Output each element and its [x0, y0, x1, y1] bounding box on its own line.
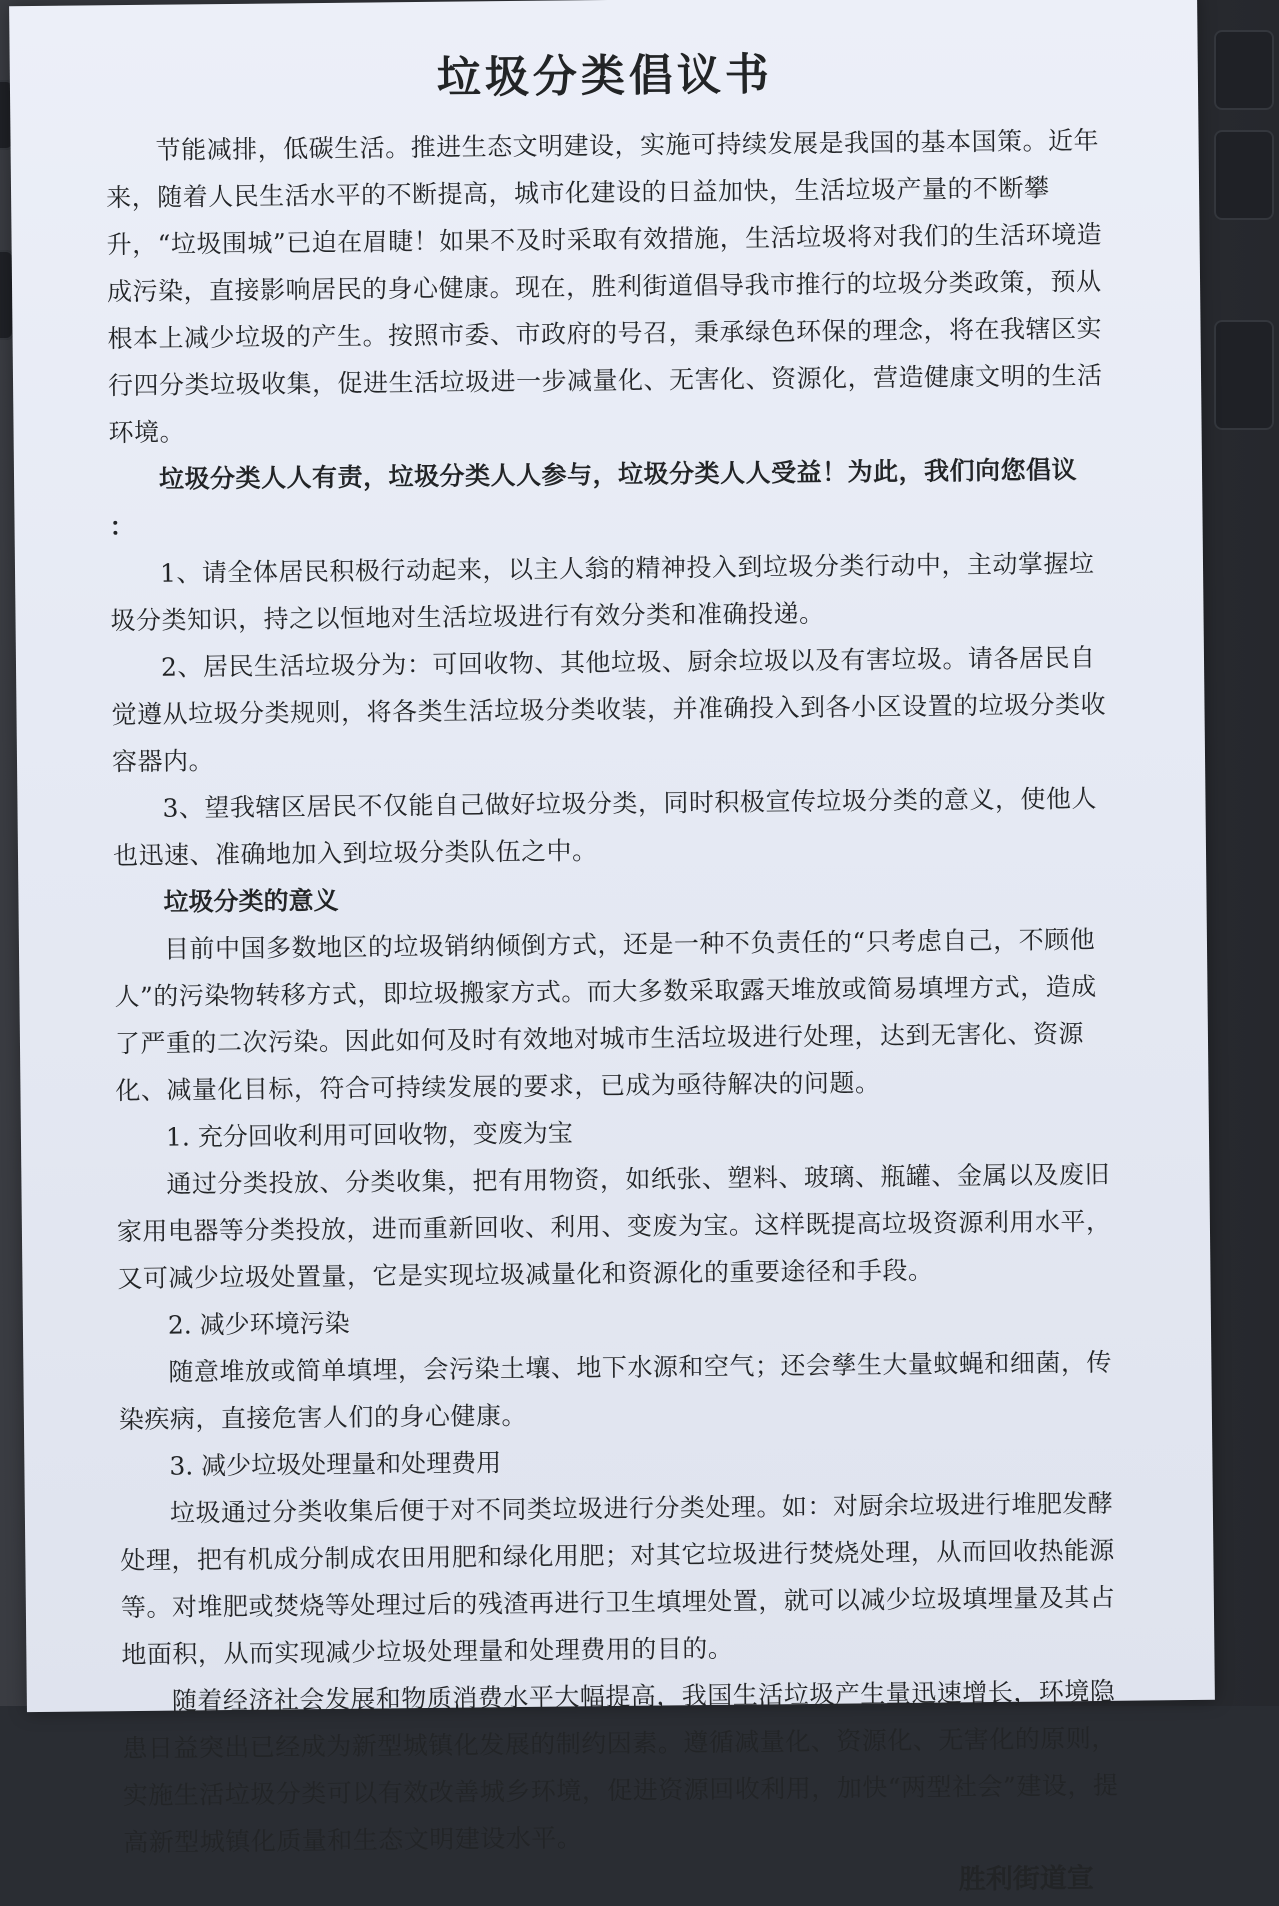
paper-sheet — [9, 0, 1215, 1896]
intro-paragraph: 节能减排，低碳生活。推进生态文明建设，实施可持续发展是我国的基本国策。近年来，随着人民生活水平的不断提高，城市化建设的日益加快，生活垃圾产量的不断攀升，“垃圾围城”已迫在眉睫！如果不及时采取有效措施，生活垃圾将对我们的生活环境造成污染，直接影响居民的身心健康。现在，胜利街道倡导我市推行的垃圾分类政策，预从根本上减少垃圾的产生。按照市委、市政府的号召，秉承绿色环保的理念，将在我辖区实行四分类垃圾收集，促进生活垃圾进一步减量化、无害化、资源化，营造健康文明的生活环境。 — [105, 125, 1103, 448]
significance-intro: 目前中国多数地区的垃圾销纳倾倒方式，还是一种不负责任的“只考虑自己，不顾他人”的污染物转移方式，即垃圾搬家方式。而大多数采取露天堆放或简易填埋方式，造成了严重的二次污染。因此如何及时有效地对城市生活垃圾进行处理，达到无害化、资源化、减量化目标，符合可持续发展的要求，已成为亟待解决的问题。 — [114, 924, 1097, 1106]
signature: 胜利街道宣 — [958, 1863, 1094, 1896]
keyboard-key — [1214, 130, 1274, 220]
proposal-lead: 垃圾分类人人有责，垃圾分类人人参与，垃圾分类人人受益！为此，我们向您倡议 ： — [109, 455, 1078, 542]
document-title: 垃圾分类倡议书 — [436, 49, 774, 104]
point-text: 随意堆放或简单填埋，会污染土壤、地下水源和空气；还会孳生大量蚊蝇和细菌，传染疾病，直接危害人们的身心健康。 — [118, 1347, 1113, 1435]
point-heading: 2. 减少环境污染 — [167, 1308, 350, 1340]
point-heading: 1. 充分回收利用可回收物，变废为宝 — [165, 1118, 573, 1152]
closing-paragraph: 随着经济社会发展和物质消费水平大幅提高，我国生活垃圾产生量迅速增长，环境隐患日益突出已经成为新型城镇化发展的制约因素。遵循减量化、资源化、无害化的原则，实施生活垃圾分类可以有效改善城乡环境，促进资源回收利用，加快“两型社会”建设，提高新型城镇化质量和生态文明建设水平。 — [122, 1676, 1119, 1858]
point-heading: 3. 减少垃圾处理量和处理费用 — [169, 1448, 502, 1481]
keyboard-key — [1214, 30, 1274, 110]
point-text: 垃圾通过分类收集后便于对不同类垃圾进行分类处理。如：对厨余垃圾进行堆肥发酵处理，把有机成分制成农田用肥和绿化用肥；对其它垃圾进行焚烧处理，从而回收热能源等。对堆肥或焚烧等处理过后的残渣再进行卫生填埋处置，就可以减少垃圾填埋量及其占地面积，从而实现减少垃圾处理量和处理费用的目的。 — [120, 1488, 1116, 1670]
point-text: 通过分类投放、分类收集，把有用物资，如纸张、塑料、玻璃、瓶罐、金属以及废旧家用电器等分类投放，进而重新回收、利用、变废为宝。这样既提高垃圾资源利用水平，又可减少垃圾处置量，它是实现垃圾减量化和资源化的重要途径和手段。 — [116, 1159, 1112, 1294]
keyboard-key — [1214, 320, 1274, 430]
proposal-item-3: 3、望我辖区居民不仅能自己做好垃圾分类，同时积极宣传垃圾分类的意义，使他人也迅速、准确地加入到垃圾分类队伍之中。 — [112, 783, 1098, 871]
significance-heading: 垃圾分类的意义 — [163, 885, 339, 917]
proposal-item-2: 2、居民生活垃圾分为：可回收物、其他垃圾、厨余垃圾以及有害垃圾。请各居民自觉遵从垃圾分类规则，将各类生活垃圾分类收装，并准确投入到各小区设置的垃圾分类收容器内。 — [111, 642, 1107, 777]
document-body — [104, 25, 1124, 1905]
proposal-item-1: 1、请全体居民积极行动起来，以主人翁的精神投入到垃圾分类行动中，主动掌握垃圾分类知识，持之以恒地对生活垃圾进行有效分类和准确投递。 — [110, 548, 1095, 636]
